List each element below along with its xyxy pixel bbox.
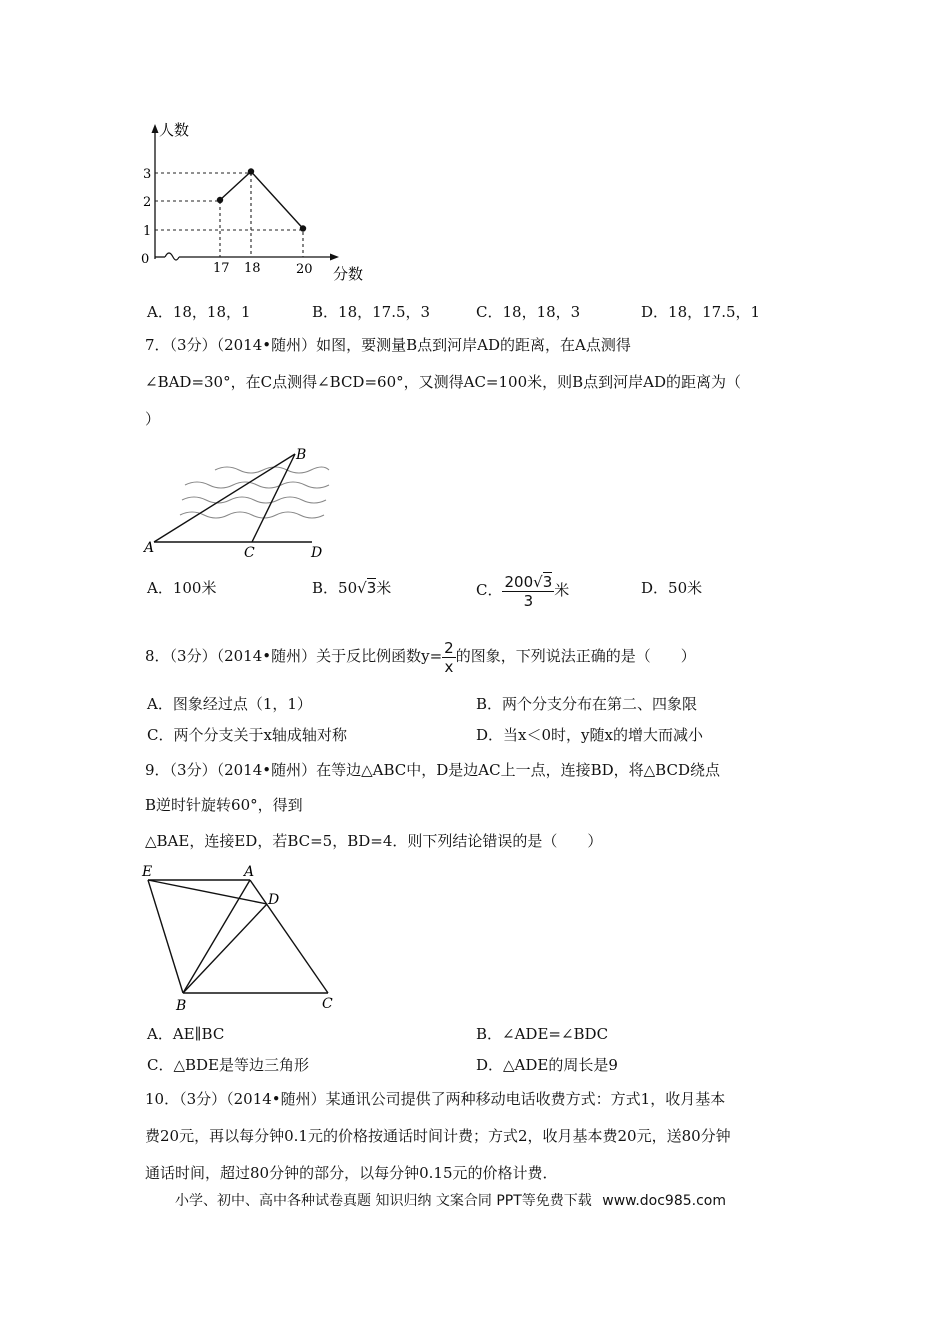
- y-axis-label: 人数: [159, 121, 190, 139]
- point-d-label: D: [311, 545, 323, 561]
- point-b-label: B: [296, 447, 307, 463]
- x-axis-label: 分数: [333, 265, 364, 283]
- point-a-label: A: [144, 540, 155, 556]
- q8-stem: [145, 638, 696, 676]
- y-tick-2: 2: [143, 195, 152, 210]
- q7-option-c-denominator: 3: [523, 591, 534, 610]
- q10-stem-line-2: 费20元，再以每分钟0.1元的价格按通话时间计费；方式2，收月基本费20元，送80分钟: [145, 1127, 731, 1145]
- sqrt-sign-icon: √: [357, 579, 367, 597]
- footer-link[interactable]: www.doc985.com: [602, 1193, 726, 1209]
- q7-option-b-unit: 米: [376, 579, 392, 597]
- q8-fraction-numerator: 2: [444, 638, 454, 657]
- y-tick-1: 1: [143, 224, 152, 239]
- data-point-17: [217, 197, 223, 203]
- q6-option-a: A．18，18，1: [147, 303, 251, 321]
- q7-option-c-radicand: 3: [542, 572, 553, 591]
- point-c-label: C: [244, 545, 255, 561]
- q7-option-a: A．100米: [147, 579, 217, 597]
- q9-option-c: C．△BDE是等边三角形: [147, 1056, 310, 1074]
- q7-stem-line-2: ∠BAD=30°，在C点测得∠BCD=60°，又测得AC=100米，则B点到河岸AD的距离为（: [145, 373, 742, 391]
- q10-stem-line-1: 10．（3分）（2014•随州）某通讯公司提供了两种移动电话收费方式：方式1，收月基本: [145, 1090, 726, 1108]
- x-tick-17: 17: [213, 261, 230, 276]
- score-frequency-chart: [135, 115, 395, 285]
- q8-fraction: [442, 639, 456, 676]
- q8-option-d: D．当x＜0时，y随x的增大而减小: [476, 726, 703, 744]
- river-waves: [180, 467, 329, 518]
- q7-option-b: [312, 578, 391, 598]
- series-line: [220, 172, 303, 229]
- footer: [175, 1191, 726, 1211]
- q9-stem-line-3: △BAE，连接ED，若BC=5，BD=4．则下列结论错误的是（ ）: [145, 832, 603, 850]
- q6-option-c: C．18，18，3: [476, 303, 581, 321]
- rotation-figure: [138, 856, 343, 1016]
- q8-stem-suffix: 的图象，下列说法正确的是（ ）: [455, 647, 696, 665]
- x-tick-20: 20: [296, 262, 313, 277]
- q7-stem-line-3: ）: [145, 410, 161, 428]
- q9-stem-line-2: B逆时针旋转60°，得到: [145, 796, 303, 814]
- q8-option-c: C．两个分支关于x轴成轴对称: [147, 726, 347, 744]
- q9-option-b: B．∠ADE=∠BDC: [476, 1025, 609, 1043]
- data-point-18: [248, 168, 254, 174]
- q7-option-c-prefix: C．: [476, 581, 503, 599]
- q6-option-b: B．18，17.5，3: [312, 303, 431, 321]
- sqrt-sign-icon: √: [533, 572, 543, 591]
- q9-option-d: D．△ADE的周长是9: [476, 1056, 618, 1074]
- q9-option-a: A．AE∥BC: [147, 1025, 225, 1043]
- point-c-label: C: [322, 996, 333, 1012]
- q7-option-c-fraction: [502, 573, 554, 610]
- q8-option-b: B．两个分支分布在第二、四象限: [476, 695, 698, 713]
- q10-stem-line-3: 通话时间，超过80分钟的部分，以每分钟0.15元的价格计费．: [145, 1164, 558, 1182]
- q6-option-d: D．18，17.5，1: [641, 303, 761, 321]
- q8-option-a: A．图象经过点（1，1）: [147, 695, 312, 713]
- q7-stem-line-1: 7．（3分）（2014•随州）如图，要测量B点到河岸AD的距离，在A点测得: [145, 336, 631, 354]
- point-b-label: B: [176, 998, 187, 1014]
- q7-option-c-unit: 米: [554, 581, 570, 599]
- q7-option-c: [476, 572, 569, 610]
- origin-label: 0: [141, 252, 150, 267]
- q9-stem-line-1: 9．（3分）（2014•随州）在等边△ABC中，D是边AC上一点，连接BD，将△BCD绕点: [145, 761, 720, 779]
- q7-option-d: D．50米: [641, 579, 703, 597]
- q7-option-b-prefix: B．50: [312, 579, 358, 597]
- x-tick-18: 18: [244, 261, 261, 276]
- q7-option-c-numerator: 200: [504, 572, 534, 591]
- footer-text: 小学、初中、高中各种试卷真题 知识归纳 文案合同 PPT等免费下载: [175, 1193, 592, 1209]
- river-figure: [140, 440, 340, 565]
- y-tick-3: 3: [143, 167, 152, 182]
- point-a-label: A: [244, 864, 255, 880]
- guide-lines: [155, 173, 303, 257]
- q8-stem-prefix: 8．（3分）（2014•随州）关于反比例函数y=: [145, 647, 443, 665]
- point-d-label: D: [268, 892, 280, 908]
- point-e-label: E: [142, 864, 153, 880]
- q8-fraction-denominator: x: [444, 657, 454, 676]
- data-point-20: [300, 225, 306, 231]
- q7-option-b-radicand: 3: [366, 579, 377, 597]
